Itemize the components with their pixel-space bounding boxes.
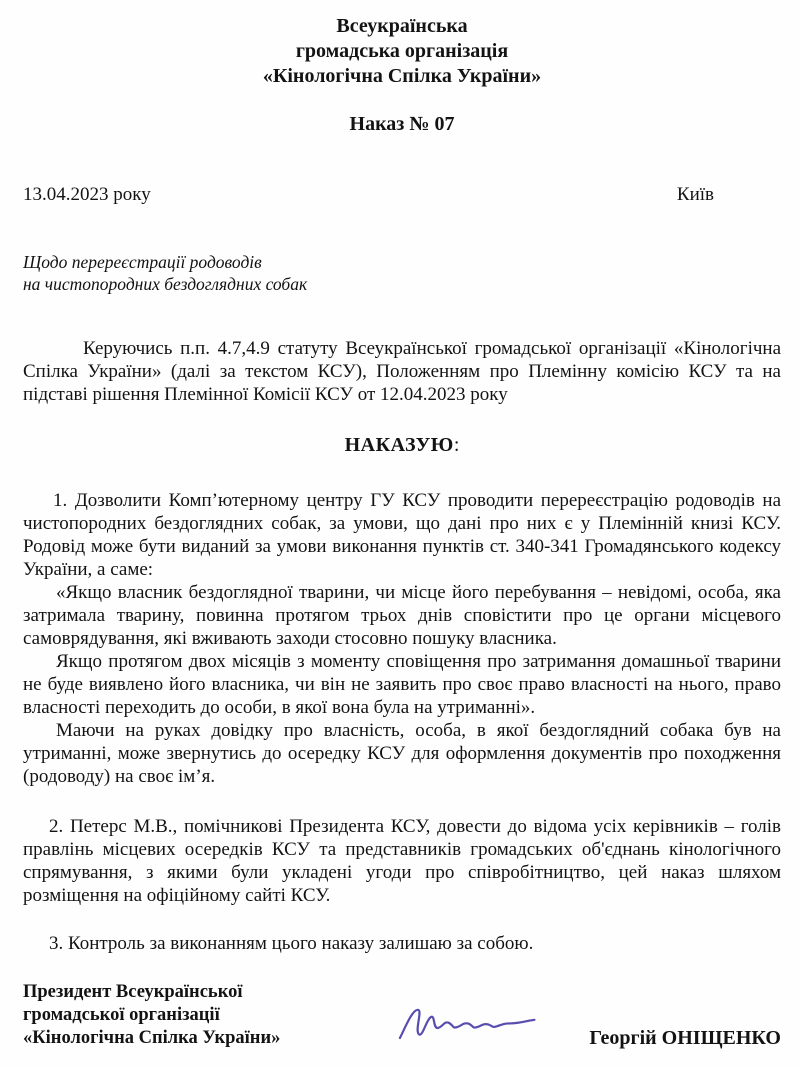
order-item-1: 1. Дозволити Комп’ютерному центру ГУ КСУ проводити перереєстрацію родоводів на чистопородних бездоглядних собак, за умови, що дані про них є у Племінній книзі КСУ. Родовід може бути виданий за умови виконання пунктів ст. 340-341 Громадянського кодексу України, а саме: [23,490,781,580]
decree-colon: : [453,434,460,456]
signer-title-line: «Кінологічна Спілка України» [23,1028,281,1048]
order-date: 13.04.2023 року [23,184,151,205]
quoted-law-paragraph: «Якщо власник бездоглядної тварини, чи місце його перебування – невідомі, особа, яка затримала тварину, повинна протягом трьох днів сповістити про це органи місцевого самоврядування, які вживають заходи стосовно пошуку власника. [23,582,781,649]
order-item-2: 2. Петерс М.В., помічникові Президента КСУ, довести до відома усіх керівників – голів правлінь місцевих осередків КСУ та представників громадських об'єднань кінологічного спрямування, з якими були укладені угоди про співробітництво, цей наказ шляхом розміщення на офіційному сайті КСУ. [23,816,781,906]
signer-title [23,981,280,1050]
order-number-title: Наказ № 07 [349,113,455,135]
order-subject [23,251,781,295]
preamble-paragraph: Керуючись п.п. 4.7,4.9 статуту Всеукраїнської громадської організації «Кінологічна Спілка України» (далі за текстом КСУ), Положенням про Племінну комісію КСУ та на підставі рішення Племінної Комісії КСУ от 12.04.2023 року [23,338,781,405]
decree-heading [23,433,781,458]
quoted-law-paragraph: Маючи на руках довідку про власність, особа, в якої бездоглядний собака був на утриманні, може звернутись до осередку КСУ для оформлення документів про походження (родоводу) на своє ім’я. [23,720,781,787]
handwritten-signature-icon [393,998,545,1048]
org-name-line: громадська організація [295,40,509,62]
decree-word: НАКАЗУЮ [344,434,454,456]
date-city-row [23,183,781,206]
signer-title-line: Президент Всеукраїнської [23,982,243,1002]
order-item-3: 3. Контроль за виконанням цього наказу залишаю за собою. [49,933,534,954]
signer-title-line: громадської організації [23,1005,220,1025]
subject-line: Щодо перереєстрації родоводів [23,252,262,272]
signature-stroke [400,1010,535,1038]
signature-block [23,981,781,1050]
org-name-line: «Кінологічна Спілка України» [262,65,542,87]
subject-line: на чистопородних бездоглядних собак [23,274,308,294]
organization-header [23,14,781,89]
city-label: Київ [676,184,714,205]
quoted-law-paragraph: Якщо протягом двох місяців з моменту сповіщення про затримання домашньої тварини не буде виявлено його власника, чи він не заявить про своє право власності на нього, право власності переходить до особи, в якої вона була на утриманні». [23,651,781,718]
signer-name: Георгій ОНІЩЕНКО [589,1027,781,1049]
org-name-line: Всеукраїнська [336,15,468,37]
